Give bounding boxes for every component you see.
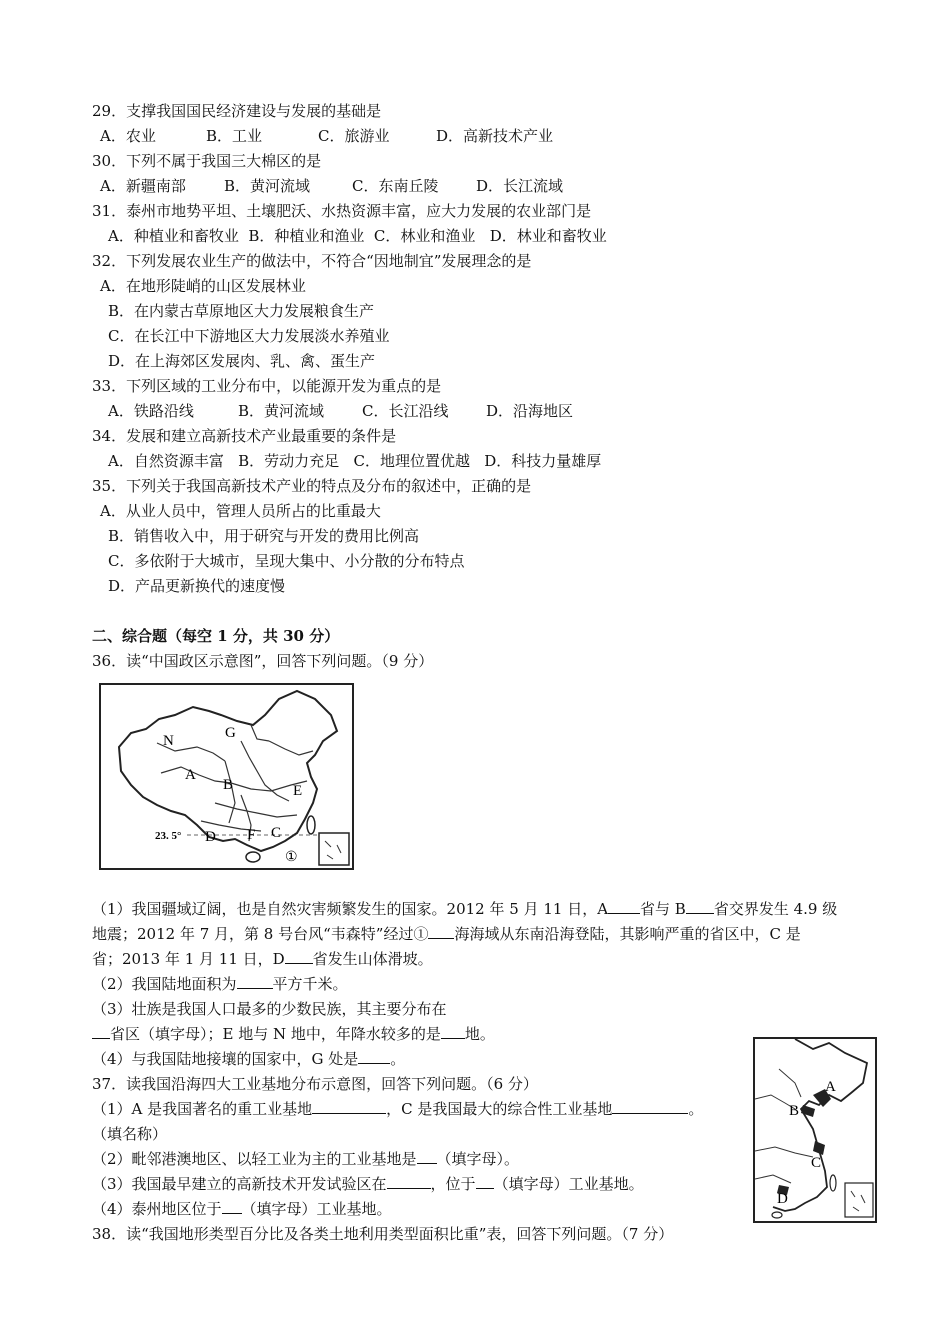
q30-stem: 30．下列不属于我国三大棉区的是	[92, 152, 322, 170]
q37-p1-text: （1）A 是我国著名的重工业基地	[92, 1100, 313, 1118]
q37-p1-line2: （填名称）	[92, 1125, 168, 1143]
q38-stem: 38．读“我国地形类型百分比及各类土地利用类型面积比重”表，回答下列问题。（7 分）	[92, 1225, 674, 1243]
q36-p3-line2	[92, 1024, 495, 1044]
q35-option-c: C．多依附于大城市，呈现大集中、小分散的分布特点	[108, 552, 465, 570]
q32-stem: 32．下列发展农业生产的做法中，不符合“因地制宜”发展理念的是	[92, 252, 532, 270]
q33-stem: 33．下列区域的工业分布中，以能源开发为重点的是	[92, 377, 442, 395]
map-label-a: A	[185, 767, 196, 783]
q36-blank-rain[interactable]	[441, 1024, 465, 1039]
south-sea-inset	[845, 1183, 873, 1217]
q29-option-b: B．工业	[206, 127, 263, 145]
map-label-b: B	[223, 777, 234, 793]
base-area-c	[813, 1141, 825, 1155]
map-label-b: B	[789, 1103, 800, 1119]
q31-stem: 31．泰州市地势平坦、土壤肥沃、水热资源丰富，应大力发展的农业部门是	[92, 202, 592, 220]
q33-option-c: C．长江沿线	[362, 402, 449, 420]
q29-option-d: D．高新技术产业	[436, 127, 554, 145]
base-area-b	[801, 1105, 815, 1117]
map-label-f: F	[247, 827, 256, 843]
q30-option-b: B．黄河流域	[224, 177, 311, 195]
q36-blank-d[interactable]	[285, 949, 313, 964]
q29-options	[100, 126, 553, 146]
map-label-g: G	[225, 725, 236, 741]
q36-p2-text: 平方千米。	[272, 975, 348, 993]
q37-blank-a[interactable]	[312, 1099, 386, 1114]
q32-option-b: B．在内蒙古草原地区大力发展粮食生产	[108, 302, 375, 320]
section2-note: （每空 1 分，共 30 分）	[167, 627, 340, 645]
q36-p3-text: 省区（填字母）；E 地与 N 地中，年降水较多的是	[110, 1025, 441, 1043]
q36-blank-b[interactable]	[686, 899, 714, 914]
taiwan-island	[307, 816, 315, 834]
q32-option-d: D．在上海郊区发展肉、乳、禽、蛋生产	[108, 352, 376, 370]
south-sea-inset	[319, 833, 349, 865]
q37-p3-text: ，位于	[430, 1175, 476, 1193]
q36-blank-zhuang[interactable]	[92, 1024, 110, 1039]
q36-p4-text: （4）与我国陆地接壤的国家中，G 处是	[92, 1050, 359, 1068]
q29-stem: 29．支撑我国国民经济建设与发展的基础是	[92, 102, 382, 120]
q37-blank-c[interactable]	[612, 1099, 688, 1114]
q35-option-b: B．销售收入中，用于研究与开发的费用比例高	[108, 527, 420, 545]
q36-p1-line3	[92, 949, 433, 969]
q36-p1-line1	[92, 899, 837, 919]
q30-option-a: A．新疆南部	[100, 177, 186, 195]
q36-blank-a[interactable]	[608, 899, 640, 914]
q37-p4	[92, 1199, 392, 1219]
q37-p3-text: （3）我国最早建立的高新技术开发试验区在	[92, 1175, 387, 1193]
q35-option-a: A．从业人员中，管理人员所占的比重最大	[100, 502, 381, 520]
q36-p1-text: （1）我国疆域辽阔，也是自然灾害频繁发生的国家。2012 年 5 月 11 日，A	[92, 900, 609, 918]
map-label-n: N	[163, 733, 174, 749]
china-political-map	[99, 683, 354, 870]
q37-p3-text: （填字母）工业基地。	[493, 1175, 644, 1193]
q31-options: A．种植业和畜牧业 B．种植业和渔业 C．林业和渔业 D．林业和畜牧业	[108, 227, 607, 245]
q36-p4-text: 。	[390, 1050, 406, 1068]
china-map-svg	[101, 685, 352, 868]
q35-option-d: D．产品更新换代的速度慢	[108, 577, 286, 595]
q33-options	[108, 401, 573, 421]
q37-p4-text: （4）泰州地区位于	[92, 1200, 222, 1218]
q34-stem: 34．发展和建立高新技术产业最重要的条件是	[92, 427, 397, 445]
q36-p3-text: 地。	[464, 1025, 495, 1043]
map-label-c: C	[271, 825, 282, 841]
q37-p3	[92, 1174, 644, 1194]
q36-blank-area[interactable]	[237, 974, 273, 989]
q37-p4-text: （填字母）工业基地。	[241, 1200, 392, 1218]
q37-blank-taizhou[interactable]	[222, 1199, 242, 1214]
q33-option-a: A．铁路沿线	[108, 402, 194, 420]
coastal-map-svg	[755, 1039, 875, 1221]
q37-p1-text: ，C 是我国最大的综合性工业基地	[386, 1100, 613, 1118]
section2-heading	[92, 626, 339, 646]
q36-p1-line2	[92, 924, 801, 944]
q36-p2-text: （2）我国陆地面积为	[92, 975, 237, 993]
q37-p2-text: （2）毗邻港澳地区、以轻工业为主的工业基地是	[92, 1150, 417, 1168]
q37-p1	[92, 1099, 703, 1119]
q36-blank-sea[interactable]	[428, 924, 454, 939]
map-label-d: D	[777, 1191, 788, 1207]
q37-blank-hitech[interactable]	[387, 1174, 431, 1189]
q36-p1-text: 地震；2012 年 7 月，第 8 号台风“韦森特”经过①	[92, 925, 429, 943]
q30-options	[100, 176, 563, 196]
q36-p1-text: 省交界发生 4.9 级	[713, 900, 838, 918]
inner-borders	[755, 1069, 813, 1183]
q37-stem: 37．读我国沿海四大工业基地分布示意图，回答下列问题。（6 分）	[92, 1075, 538, 1093]
map-label-a: A	[825, 1079, 836, 1095]
q32-option-a: A．在地形陡峭的山区发展林业	[100, 277, 306, 295]
q37-blank-base[interactable]	[476, 1174, 494, 1189]
q30-option-c: C．东南丘陵	[352, 177, 439, 195]
q37-p1-text: 。	[688, 1100, 704, 1118]
map-label-latitude: 23. 5°	[155, 830, 182, 842]
q36-stem: 36．读“中国政区示意图”，回答下列问题。（9 分）	[92, 652, 434, 670]
q36-p3-line1: （3）壮族是我国人口最多的少数民族，其主要分布在	[92, 1000, 447, 1018]
map-label-d: D	[205, 829, 216, 845]
coastal-industry-map	[753, 1037, 877, 1223]
q29-option-a: A．农业	[100, 127, 156, 145]
q33-option-b: B．黄河流域	[238, 402, 325, 420]
map-label-e: E	[293, 783, 303, 799]
q29-option-c: C．旅游业	[318, 127, 390, 145]
q30-option-d: D．长江流域	[476, 177, 564, 195]
q36-p1-text: 省发生山体滑坡。	[312, 950, 433, 968]
q36-p4	[92, 1049, 405, 1069]
hainan-island	[246, 852, 260, 862]
q37-blank-light[interactable]	[417, 1149, 437, 1164]
q34-options: A．自然资源丰富 B．劳动力充足 C．地理位置优越 D．科技力量雄厚	[108, 452, 602, 470]
map-label-c: C	[811, 1155, 822, 1171]
taiwan-island	[830, 1175, 836, 1191]
q36-blank-g[interactable]	[358, 1049, 390, 1064]
q33-option-d: D．沿海地区	[486, 402, 574, 420]
q36-p1-text: 省；2013 年 1 月 11 日，D	[92, 950, 285, 968]
q35-stem: 35．下列关于我国高新技术产业的特点及分布的叙述中，正确的是	[92, 477, 532, 495]
section2-title: 二、综合题	[92, 627, 168, 645]
q36-p2	[92, 974, 348, 994]
q36-p1-text: 省与 B	[640, 900, 686, 918]
q36-p1-text: 海海域从东南沿海登陆，其影响严重的省区中，C 是	[454, 925, 801, 943]
q37-p2-text: （填字母）。	[436, 1150, 520, 1168]
q32-option-c: C．在长江中下游地区大力发展淡水养殖业	[108, 327, 390, 345]
hainan-island	[772, 1212, 782, 1218]
q37-p2	[92, 1149, 519, 1169]
map-label-circle1: ①	[285, 850, 298, 865]
